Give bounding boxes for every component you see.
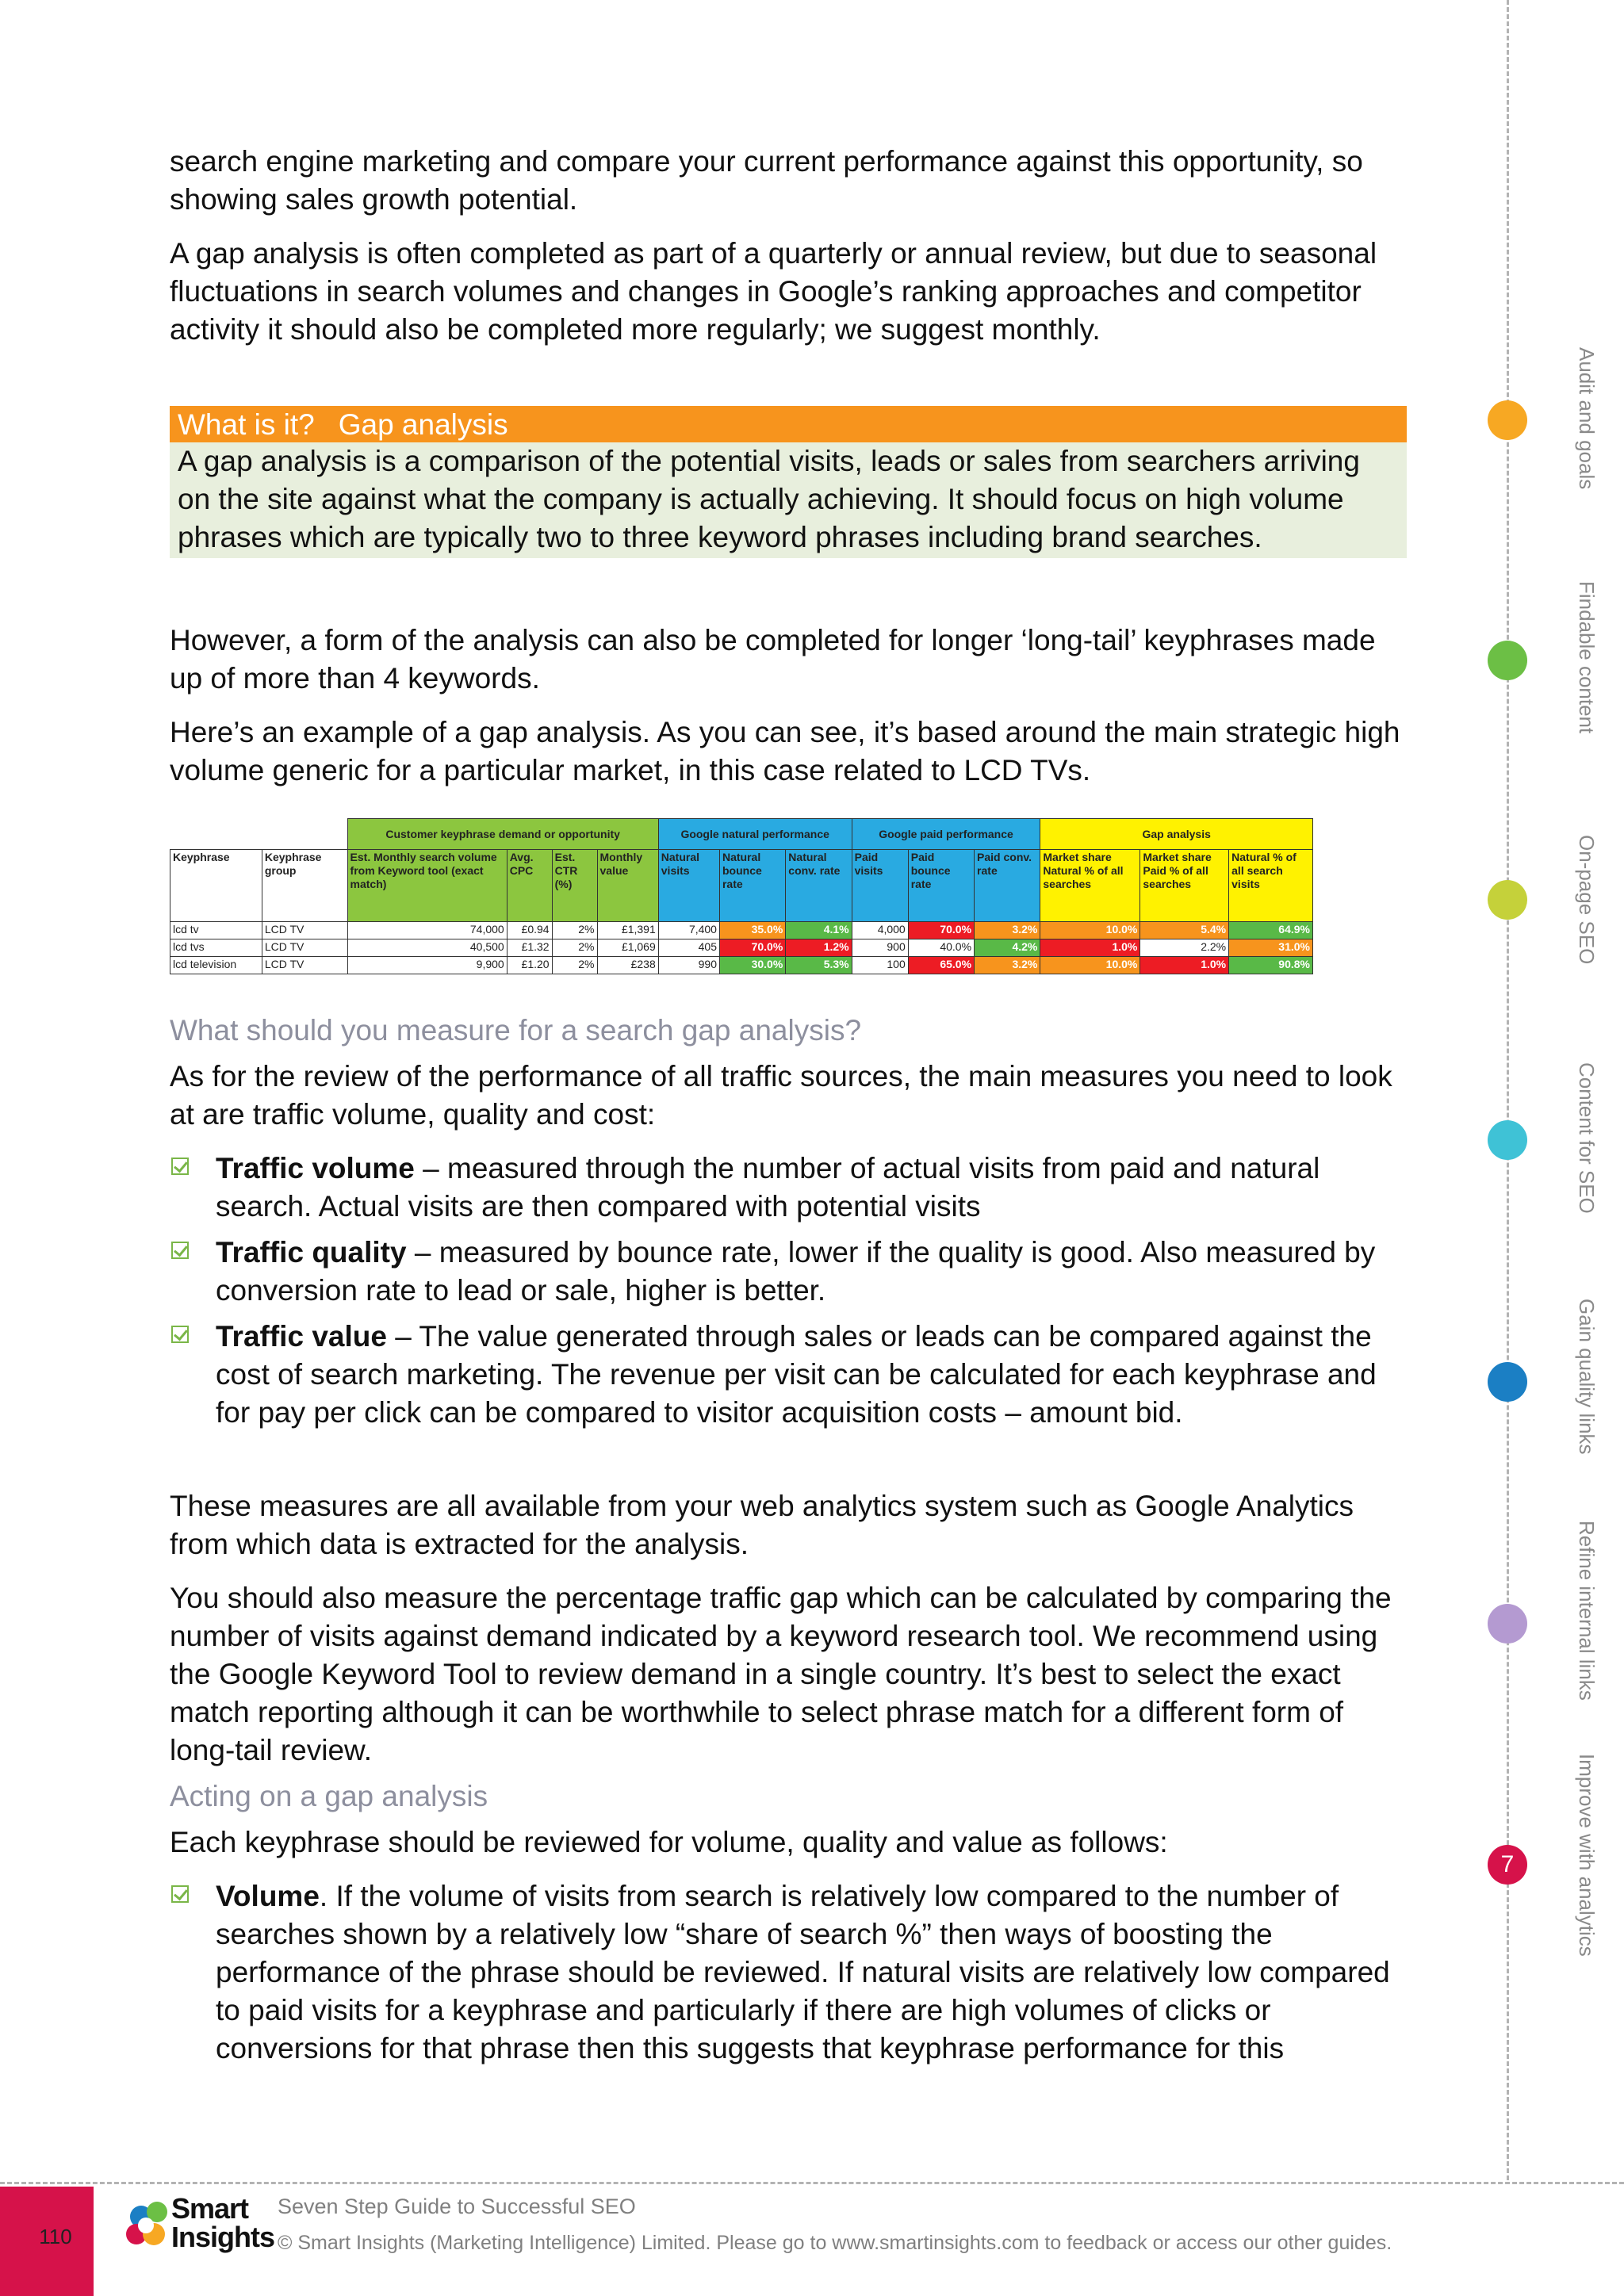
callout-header <box>170 406 1407 442</box>
table-cell: LCD TV <box>262 939 347 957</box>
table-cell: £0.94 <box>507 922 552 939</box>
table-cell: 40.0% <box>908 939 974 957</box>
checkbox-icon <box>171 1158 189 1175</box>
table-cell: 65.0% <box>908 957 974 974</box>
column-header: Avg. CPC <box>507 850 552 922</box>
gap-analysis-table <box>170 818 1313 974</box>
table-cell: 1.2% <box>786 939 852 957</box>
measure-intro: As for the review of the performance of all traffic sources, the main measures you need to look at are traffic volume, quality and cost: <box>170 1060 1392 1131</box>
table-cell: £1,069 <box>597 939 658 957</box>
list-item-text: – The value generated through sales or leads can be compared against the cost of search marketing. The revenue per visit can be calculated for each keyphrase and for pay per click can be compared to visitor acquisition costs – amount bid. <box>216 1320 1377 1429</box>
step-dot-internal[interactable] <box>1488 1604 1527 1644</box>
table-cell: 10.0% <box>1040 922 1140 939</box>
column-header: Natural % of all search visits <box>1229 850 1313 922</box>
table-cell: 2.2% <box>1140 939 1229 957</box>
step-dot-content[interactable] <box>1488 1120 1527 1160</box>
table-cell: 5.3% <box>786 957 852 974</box>
column-header: Paid bounce rate <box>908 850 974 922</box>
step-dot-onpage[interactable] <box>1488 880 1527 920</box>
logo-wordmark <box>171 2192 275 2253</box>
group-demand: Customer keyphrase demand or opportunity <box>347 819 658 850</box>
table-cell: 3.2% <box>975 957 1040 974</box>
table-cell: 5.4% <box>1140 922 1229 939</box>
page-number: 110 <box>39 2225 72 2248</box>
body-paragraph-1: However, a form of the analysis can also be completed for longer ‘long-tail’ keyphrases made up of more than 4 keywords. <box>170 624 1376 695</box>
table-cell: 3.2% <box>975 922 1040 939</box>
intro-paragraph-1: search engine marketing and compare your current performance against this opportunity, so showing sales growth potential. <box>170 145 1363 216</box>
logo-text-top: Smart <box>171 2192 249 2225</box>
table-cell: 100 <box>852 957 908 974</box>
nav-label-links[interactable]: Gain quality links <box>1575 1299 1599 1455</box>
table-cell: £238 <box>597 957 658 974</box>
footer-divider <box>0 2182 1624 2184</box>
table-cell: 90.8% <box>1229 957 1313 974</box>
acting-list <box>170 1877 1407 2068</box>
table-cell: LCD TV <box>262 922 347 939</box>
acting-intro: Each keyphrase should be reviewed for volume, quality and value as follows: <box>170 1826 1168 1858</box>
list-item-term: Volume <box>216 1880 320 1912</box>
measure-paragraph-2: You should also measure the percentage traffic gap which can be calculated by comparing the number of visits against demand indicated by a keyword research tool. We recommend using the Google Keyword Tool to review demand in a single country. It’s best to select the exact match reporting although it can be worthwhile to select phrase match for a different form of long-tail review. <box>170 1582 1392 1766</box>
step-dot-findable[interactable] <box>1488 641 1527 680</box>
table-cell: £1.32 <box>507 939 552 957</box>
nav-label-onpage[interactable]: On-page SEO <box>1575 835 1599 965</box>
table-cell: 7,400 <box>658 922 719 939</box>
column-header: Natural visits <box>658 850 719 922</box>
list-item-text: – measured by bounce rate, lower if the quality is good. Also measured by conversion rate to lead or sale, higher is better. <box>216 1236 1376 1307</box>
checkbox-icon <box>171 1242 189 1259</box>
table-cell: 31.0% <box>1229 939 1313 957</box>
table-cell: £1.20 <box>507 957 552 974</box>
callout-title: Gap analysis <box>338 408 508 441</box>
footer-copyright: © Smart Insights (Marketing Intelligence) Limited. Please go to www.smartinsights.com to feedback or access our other guides. <box>278 2232 1392 2254</box>
column-header: Monthly value <box>597 850 658 922</box>
table-cell: 74,000 <box>347 922 507 939</box>
column-header: Natural conv. rate <box>786 850 852 922</box>
table-cell: 990 <box>658 957 719 974</box>
table-cell: lcd television <box>170 957 262 974</box>
list-item <box>170 1318 1407 1432</box>
table-cell: 900 <box>852 939 908 957</box>
table-cell: lcd tv <box>170 922 262 939</box>
table-cell: 1.0% <box>1140 957 1229 974</box>
nav-label-findable[interactable]: Findable content <box>1575 581 1599 734</box>
callout-label: What is it? <box>178 408 315 441</box>
list-item-term: Traffic value <box>216 1320 387 1353</box>
callout-body: A gap analysis is a comparison of the potential visits, leads or sales from searchers arriving on the site against what the company is actually achieving. It should focus on high volume phrases which are typically two to three keyword phrases including brand searches. <box>170 442 1407 558</box>
step-dot-audit[interactable] <box>1488 400 1527 440</box>
table-cell: 4.1% <box>786 922 852 939</box>
table-cell: 4.2% <box>975 939 1040 957</box>
column-header: Keyphrase group <box>262 850 347 922</box>
column-header: Est. CTR (%) <box>552 850 597 922</box>
table-cell: 2% <box>552 939 597 957</box>
nav-label-audit[interactable]: Audit and goals <box>1575 347 1599 490</box>
intro-paragraph-2: A gap analysis is often completed as part of a quarterly or annual review, but due to seasonal fluctuations in search volumes and changes in Google’s ranking approaches and competitor activity it should also be completed more regularly; we suggest monthly. <box>170 237 1377 346</box>
table-cell: 9,900 <box>347 957 507 974</box>
list-item <box>170 1150 1407 1226</box>
group-paid: Google paid performance <box>852 819 1040 850</box>
acting-heading: Acting on a gap analysis <box>170 1780 488 1812</box>
list-item <box>170 1877 1407 2068</box>
table-cell: 35.0% <box>719 922 785 939</box>
column-header: Paid conv. rate <box>975 850 1040 922</box>
table-cell: 70.0% <box>719 939 785 957</box>
column-header: Natural bounce rate <box>719 850 785 922</box>
group-natural: Google natural performance <box>658 819 852 850</box>
table-cell: 4,000 <box>852 922 908 939</box>
measure-list <box>170 1150 1407 1432</box>
group-header-row <box>170 819 1313 850</box>
table-cell: 64.9% <box>1229 922 1313 939</box>
column-header: Keyphrase <box>170 850 262 922</box>
current-step-badge[interactable]: 7 <box>1488 1845 1527 1885</box>
step-dot-links[interactable] <box>1488 1362 1527 1402</box>
group-gap: Gap analysis <box>1040 819 1313 850</box>
checkbox-icon <box>171 1326 189 1343</box>
table-row <box>170 957 1313 974</box>
page-content <box>170 143 1407 2084</box>
column-header: Market share Natural % of all searches <box>1040 850 1140 922</box>
table-cell: £1,391 <box>597 922 658 939</box>
table-cell: LCD TV <box>262 957 347 974</box>
list-item-text: . If the volume of visits from search is relatively low compared to the number of searches shown by a relatively low “share of search %” then ways of boosting the performance of the phrase should be reviewed. If natural visits are relatively low compared to paid visits for a keyphrase and particularly if there are high volumes of clicks or conversions for that phrase then this suggests that keyphrase performance for this <box>216 1880 1390 2064</box>
table-cell: 405 <box>658 939 719 957</box>
column-header: Paid visits <box>852 850 908 922</box>
list-item-term: Traffic volume <box>216 1152 415 1184</box>
definition-callout <box>170 406 1407 558</box>
logo-text-bottom: Insights <box>171 2221 275 2253</box>
footer-title: Seven Step Guide to Successful SEO <box>278 2195 636 2218</box>
body-paragraph-2: Here’s an example of a gap analysis. As you can see, it’s based around the main strategic high volume generic for a particular market, in this case related to LCD TVs. <box>170 716 1400 786</box>
gap-analysis-table-figure <box>170 818 1313 977</box>
list-item <box>170 1234 1407 1310</box>
nav-label-internal[interactable]: Refine internal links <box>1575 1521 1599 1701</box>
list-item-term: Traffic quality <box>216 1236 407 1269</box>
column-header-row <box>170 850 1313 922</box>
table-cell: 2% <box>552 957 597 974</box>
table-cell: 70.0% <box>908 922 974 939</box>
measure-paragraph-1: These measures are all available from your web analytics system such as Google Analytics from which data is extracted for the analysis. <box>170 1490 1354 1560</box>
table-cell: 40,500 <box>347 939 507 957</box>
nav-label-analytics[interactable]: Improve with analytics <box>1575 1754 1599 1957</box>
table-cell: 30.0% <box>719 957 785 974</box>
table-cell: lcd tvs <box>170 939 262 957</box>
table-cell: 1.0% <box>1040 939 1140 957</box>
measure-heading: What should you measure for a search gap analysis? <box>170 1014 862 1047</box>
table-row <box>170 939 1313 957</box>
column-header: Market share Paid % of all searches <box>1140 850 1229 922</box>
table-cell: 2% <box>552 922 597 939</box>
list-item-text: – measured through the number of actual visits from paid and natural search. Actual visits are then compared with potential visits <box>216 1152 1320 1223</box>
checkbox-icon <box>171 1885 189 1903</box>
nav-label-content[interactable]: Content for SEO <box>1575 1062 1599 1214</box>
table-row <box>170 922 1313 939</box>
table-cell: 10.0% <box>1040 957 1140 974</box>
column-header: Est. Monthly search volume from Keyword tool (exact match) <box>347 850 507 922</box>
